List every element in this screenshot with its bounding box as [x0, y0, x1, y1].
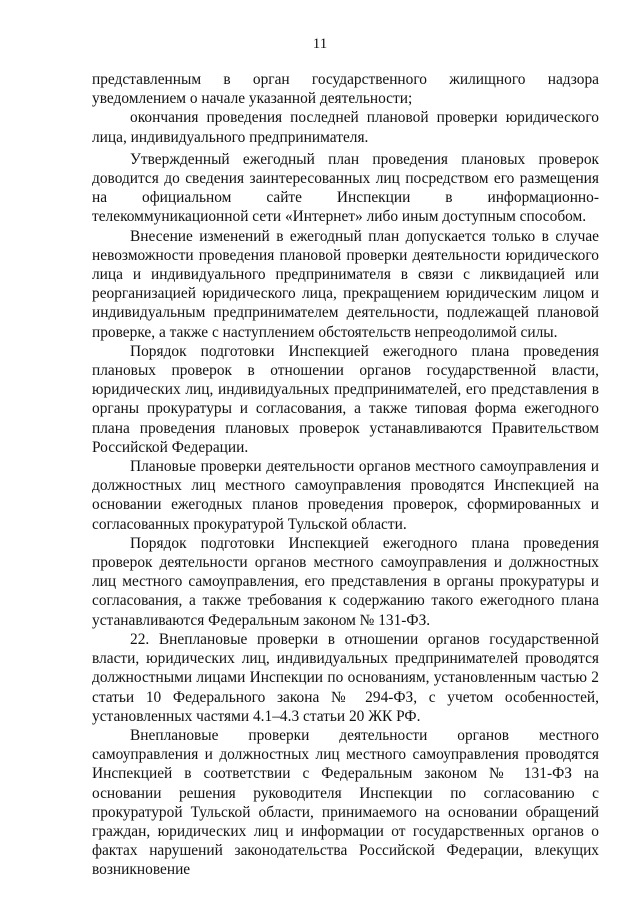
paragraph-7: Порядок подготовки Инспекцией ежегодного плана проведения проверок деятельности органов местного самоуправления и должностных лиц местного самоуправления, его представления в органы прокуратуры и согласования, а также требования к содержанию такого ежегодного плана устанавливаются Федеральным законом № 131-ФЗ. — [92, 534, 599, 629]
paragraph-5: Порядок подготовки Инспекцией ежегодного плана проведения плановых проверок в отношении органов государственной власти, юридических лиц, индивидуальных предпринимателей, его представления в органы прокуратуры и согласования, а также типовая форма ежегодного плана проведения плановых проверок устанавливаются Правительством Российской Федерации. — [92, 342, 599, 456]
page-number: 11 — [312, 36, 328, 52]
paragraph-3: Утвержденный ежегодный план проведения плановых проверок доводится до сведения заинтересованных лиц посредством его размещения на официальном сайте Инспекции в информационно-телекоммуникационной сети «Интернет» либо иным доступным способом. — [92, 150, 599, 226]
paragraph-8: 22. Внеплановые проверки в отношении органов государственной власти, юридических лиц, индивидуальных предпринимателей проводятся должностными лицами Инспекции по основаниям, установленным частью 2 статьи 10 Федерального закона № 294-ФЗ, с учетом особенностей, установленных частями 4.1–4.3 статьи 20 ЖК РФ. — [92, 630, 599, 725]
paragraph-1: представленным в орган государственного жилищного надзора уведомлением о начале указанной деятельности; — [92, 71, 599, 108]
paragraph-9: Внеплановые проверки деятельности органов местного самоуправления и должностных лиц местного самоуправления проводятся Инспекцией в соответствии с Федеральным законом № 131-ФЗ на основании решения руководителя Инспекции по согласованию с прокуратурой Тульской области, принимаемого на основании обращений граждан, юридических лиц и информации от государственных органов о фактах нарушений законодательства Российской Федерации, влекущих возникновение — [92, 726, 599, 879]
document-body — [92, 70, 599, 880]
paragraph-4: Внесение изменений в ежегодный план допускается только в случае невозможности проведения плановой проверки деятельности юридического лица и индивидуального предпринимателя в связи с ликвидацией или реорганизацией юридического лица, прекращением юридическим лицом и индивидуальным предпринимателем деятельности, подлежащей плановой проверке, а также с наступлением обстоятельств непреодолимой силы. — [92, 227, 599, 341]
paragraph-2: окончания проведения последней плановой проверки юридического лица, индивидуального предпринимателя. — [92, 109, 599, 146]
paragraph-6: Плановые проверки деятельности органов местного самоуправления и должностных лиц местного самоуправления проводятся Инспекцией на основании ежегодных планов проведения проверок, сформированных и согласованных прокуратурой Тульской области. — [92, 458, 599, 533]
